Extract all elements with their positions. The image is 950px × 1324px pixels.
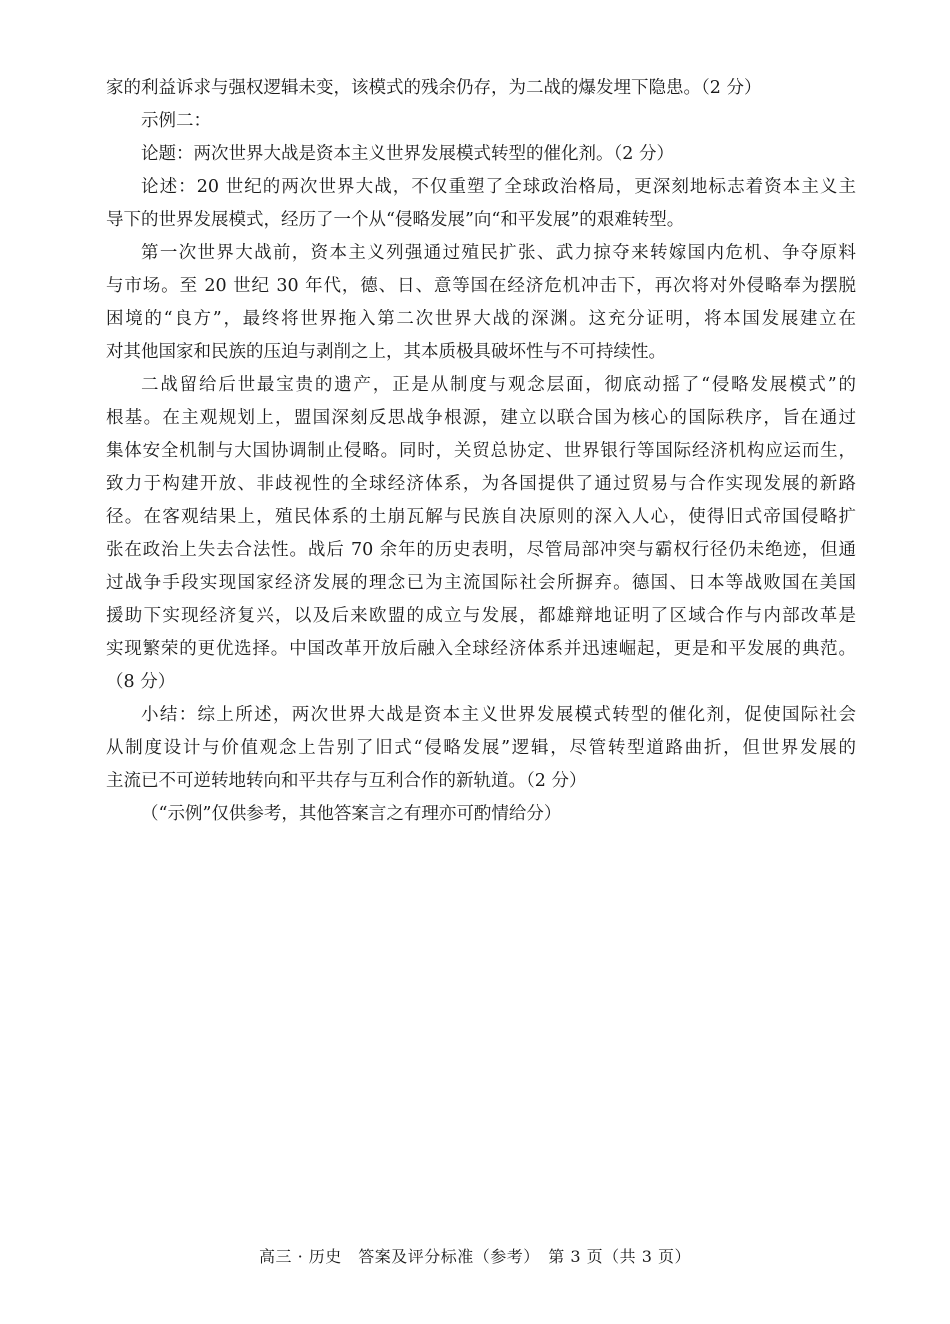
paragraph-legacy <box>106 369 856 699</box>
paragraph-before-ww1 <box>106 237 856 369</box>
text-line: 示例二： <box>141 111 211 131</box>
text-line: 论题：两次世界大战是资本主义世界发展模式转型的催化剂。（2 分） <box>141 144 674 164</box>
text-line: 第一次世界大战前，资本主义列强通过殖民扩张、武力掠夺来转嫁国内危机、争夺原料 <box>141 243 856 263</box>
text-line: 导下的世界发展模式，经历了一个从“侵略发展”向“和平发展”的艰难转型。 <box>106 210 685 230</box>
answer-body <box>106 72 856 831</box>
text-line: 径。在客观结果上，殖民体系的土崩瓦解与民族自决原则的深入人心，使得旧式帝国侵略扩 <box>106 507 856 527</box>
score-note: （8 分） <box>106 672 176 692</box>
paragraph-note <box>106 798 856 831</box>
text-line: 过战争手段实现国家经济发展的理念已为主流国际社会所摒弃。德国、日本等战败国在美国 <box>106 573 856 593</box>
text-line: 实现繁荣的更优选择。中国改革开放后融入全球经济体系并迅速崛起，更是和平发展的典范。 <box>106 639 856 659</box>
paragraph-argument-intro <box>106 171 856 237</box>
text-line: 援助下实现经济复兴，以及后来欧盟的成立与发展，都雄辩地证明了区域合作与内部改革是 <box>106 606 856 626</box>
text-line: 小结：综上所述，两次世界大战是资本主义世界发展模式转型的催化剂，促使国际社会 <box>141 705 856 725</box>
text-line: 论述：20 世纪的两次世界大战，不仅重塑了全球政治格局，更深刻地标志着资本主义主 <box>141 177 856 197</box>
paragraph-thesis <box>106 138 856 171</box>
text-line: 集体安全机制与大国协调制止侵略。同时，关贸总协定、世界银行等国际经济机构应运而生， <box>106 441 856 461</box>
text-line: 二战留给后世最宝贵的遗产，正是从制度与观念层面，彻底动摇了“侵略发展模式”的 <box>141 375 856 395</box>
paragraph-continuation <box>106 72 856 105</box>
text-line: 家的利益诉求与强权逻辑未变，该模式的残余仍存，为二战的爆发埋下隐患。（2 分） <box>106 78 762 98</box>
text-line: 致力于构建开放、非歧视性的全球经济体系，为各国提供了通过贸易与合作实现发展的新路 <box>106 474 856 494</box>
example-two-label <box>106 105 856 138</box>
text-line: 从制度设计与价值观念上告别了旧式“侵略发展”逻辑，尽管转型道路曲折，但世界发展的 <box>106 738 856 758</box>
page-footer: 高三 · 历史 答案及评分标准（参考） 第 3 页（共 3 页） <box>259 1247 691 1266</box>
text-line: 与市场。至 20 世纪 30 年代，德、日、意等国在经济危机冲击下，再次将对外侵略奉为摆脱 <box>106 276 856 296</box>
text-line: （“示例”仅供参考，其他答案言之有理亦可酌情给分） <box>141 804 562 824</box>
text-line: 困境的“良方”，最终将世界拖入第二次世界大战的深渊。这充分证明，将本国发展建立在 <box>106 309 856 329</box>
text-line: 张在政治上失去合法性。战后 70 余年的历史表明，尽管局部冲突与霸权行径仍未绝迹，但通 <box>106 540 856 560</box>
text-line: 根基。在主观规划上，盟国深刻反思战争根源，建立以联合国为核心的国际秩序，旨在通过 <box>106 408 856 428</box>
text-line: 主流已不可逆转地转向和平共存与互利合作的新轨道。（2 分） <box>106 771 587 791</box>
text-line: 对其他国家和民族的压迫与剥削之上，其本质极具破坏性与不可持续性。 <box>106 342 666 362</box>
paragraph-summary <box>106 699 856 798</box>
